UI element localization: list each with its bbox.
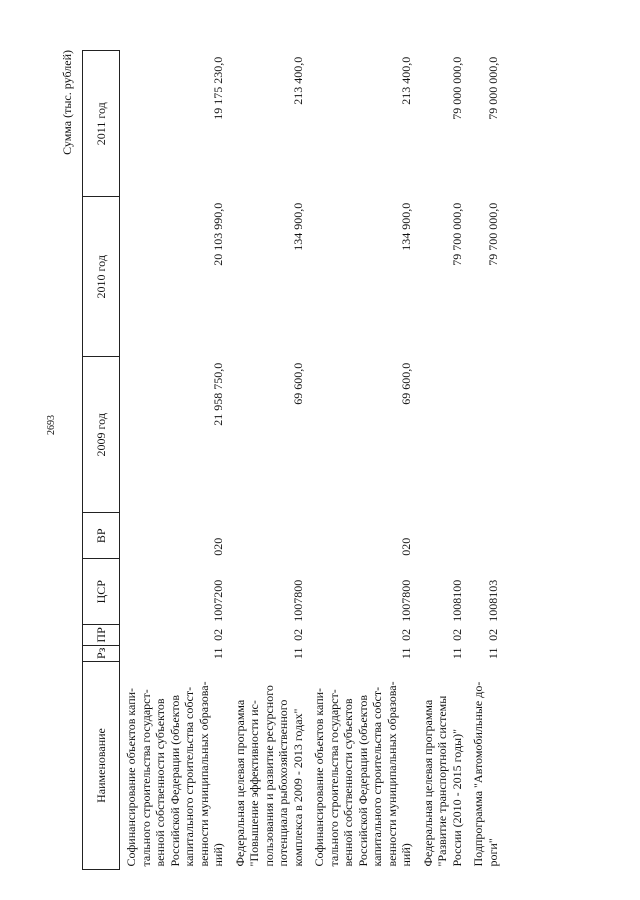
row-name-line: тального строительства государст- <box>138 689 153 867</box>
row-name-line: "Развитие транспортной системы <box>435 695 449 867</box>
row-pr: 02 <box>399 628 413 641</box>
row-rz: 11 <box>449 647 464 660</box>
budget-table-page <box>60 50 500 870</box>
row-vr: 020 <box>211 537 225 556</box>
row-name-line: России (2010 - 2015 годы)" <box>449 728 464 867</box>
row-name-line: Федеральная целевая программа <box>420 699 435 867</box>
row-csr: 1007200 <box>211 579 225 622</box>
row-name-line: Российской Федерации (объектов <box>167 694 182 867</box>
row-rz: 11 <box>485 647 500 660</box>
row-vr <box>417 513 468 559</box>
row-name-line: роги" <box>485 838 500 867</box>
row-name <box>229 662 309 870</box>
row-name-line: тального строительства государст- <box>326 689 341 867</box>
row-name-line: венности муниципальных образова- <box>384 681 399 867</box>
row-name-line: Российской Федерации (объектов <box>355 694 370 867</box>
row-name-line: венной собственности субъектов <box>341 698 355 867</box>
row-name-line: пользования и развитие ресурсного <box>261 685 276 867</box>
row-csr: 1008103 <box>485 579 500 622</box>
row-name-line: ний) <box>211 843 225 867</box>
row-2011: 213 400,0 <box>290 56 305 105</box>
row-2009: 69 600,0 <box>399 362 413 405</box>
row-vr <box>467 513 503 559</box>
row-name-line: капитального строительства собст- <box>182 686 196 867</box>
row-2010: 20 103 990,0 <box>211 202 225 266</box>
row-name-line: комплекса в 2009 - 2013 годах" <box>290 708 305 867</box>
header-csr: ЦСР <box>83 559 120 625</box>
row-2011: 79 000 000,0 <box>449 56 464 120</box>
row-rz: 11 <box>399 647 413 660</box>
row-name <box>120 662 229 870</box>
table-row <box>229 51 309 870</box>
header-vr: ВР <box>83 513 120 559</box>
row-csr: 1007800 <box>290 579 305 622</box>
row-2009: 21 958 750,0 <box>211 362 225 426</box>
row-2010: 134 900,0 <box>399 202 413 251</box>
row-name-line: потенциала рыбохозяйственного <box>276 699 290 867</box>
table-row <box>417 51 468 870</box>
row-name <box>417 662 468 870</box>
row-name <box>467 662 503 870</box>
row-2011: 213 400,0 <box>399 56 413 105</box>
table-row <box>467 51 503 870</box>
row-name-line: венности муниципальных образова- <box>196 681 211 867</box>
header-rz: Рз <box>83 645 120 661</box>
row-vr: 020 <box>399 537 413 556</box>
unit-caption: Сумма (тыс. рублей) <box>60 50 74 155</box>
row-2010: 134 900,0 <box>290 202 305 251</box>
row-name-line: Подпрограмма "Автомобильные до- <box>471 681 485 867</box>
row-rz: 11 <box>211 647 225 660</box>
row-rz: 11 <box>290 647 305 660</box>
row-name-line: ний) <box>399 843 413 867</box>
header-name: Наименование <box>83 662 120 870</box>
row-2011: 79 000 000,0 <box>485 56 500 120</box>
header-2009: 2009 год <box>83 357 120 513</box>
row-name-line: капитального строительства собст- <box>370 686 384 867</box>
row-2009 <box>467 357 503 513</box>
page-number: 2693 <box>46 415 57 435</box>
table-row <box>308 51 417 870</box>
header-2011: 2011 год <box>83 51 120 197</box>
row-name-line: "Повышение эффективности ис- <box>247 700 261 867</box>
row-name-line: венной собственности субъектов <box>153 698 167 867</box>
row-name-line: Софинансирование объектов капи- <box>312 687 326 867</box>
row-pr: 02 <box>449 628 464 641</box>
row-csr: 1007800 <box>399 579 413 622</box>
row-pr: 02 <box>211 628 225 641</box>
row-name <box>308 662 417 870</box>
row-2009 <box>417 357 468 513</box>
row-pr: 02 <box>485 628 500 641</box>
table-row <box>120 51 229 870</box>
row-name-line: Софинансирование объектов капи- <box>124 687 138 867</box>
row-vr <box>229 513 309 559</box>
row-csr: 1008100 <box>449 579 464 622</box>
row-2009: 69 600,0 <box>290 362 305 405</box>
header-2010: 2010 год <box>83 197 120 357</box>
header-row <box>83 51 120 870</box>
row-2011: 19 175 230,0 <box>211 56 225 120</box>
header-pr: ПР <box>83 625 120 645</box>
row-name-line: Федеральная целевая программа <box>232 699 247 867</box>
row-2010: 79 700 000,0 <box>449 202 464 266</box>
budget-table <box>82 50 503 870</box>
row-2010: 79 700 000,0 <box>485 202 500 266</box>
row-pr: 02 <box>290 628 305 641</box>
